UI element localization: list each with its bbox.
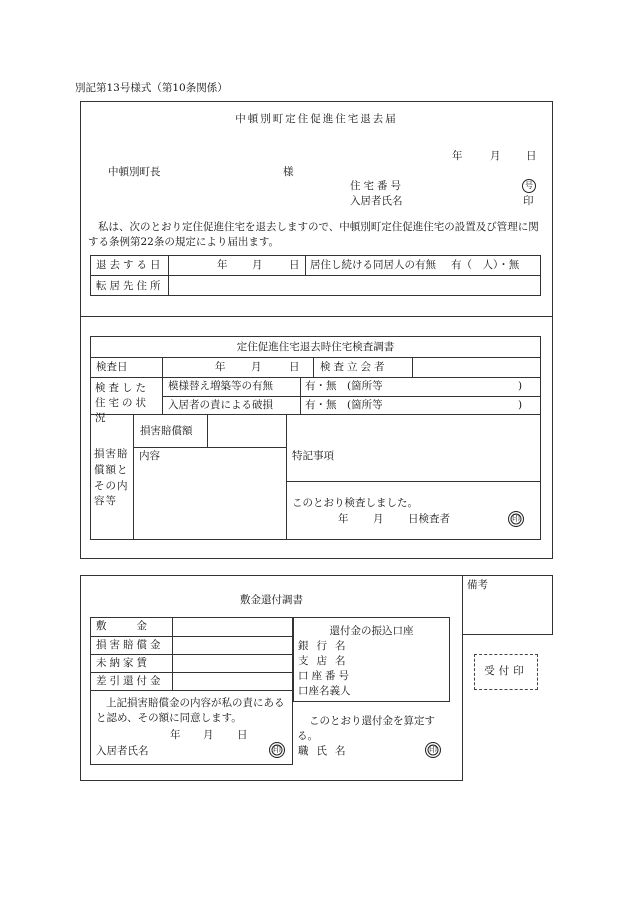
inspector-seal-icon: 印 (508, 511, 524, 527)
refund-resident-name-label: 入居者氏名 (96, 745, 149, 757)
branch-name-label: 支店名 (298, 655, 354, 667)
resident-seal-icon: 印 (269, 742, 285, 758)
new-address-label: 転居先住所 (96, 280, 164, 292)
inspection-sign-month: 月 (373, 513, 384, 525)
house-status-label: 検査した住宅の状況 (95, 382, 149, 425)
witness-label: 検査立会者 (320, 361, 388, 373)
remarks-label: 備考 (467, 579, 488, 591)
net-refund-label: 差引還付金 (96, 675, 164, 687)
inspection-sign-year: 年 (338, 513, 349, 525)
cohabitant-value[interactable]: 有（ 人）・無 (451, 259, 520, 271)
receipt-stamp-label: 受付印 (484, 665, 528, 677)
date-year: 年 (452, 150, 463, 162)
date-day: 日 (526, 150, 537, 162)
remodel-label: 模様替え増築等の有無 (168, 380, 273, 392)
remodel-close-paren: ) (518, 380, 523, 392)
consent-month: 月 (203, 729, 214, 741)
inspection-day: 日 (289, 361, 300, 373)
compensation-group-label: 損害賠償額とその内容等 (94, 448, 129, 508)
inspection-sign-day: 日検査者 (408, 513, 450, 525)
date-month: 月 (490, 150, 501, 162)
inspection-year: 年 (215, 361, 226, 373)
staff-seal-icon: 印 (425, 742, 441, 758)
house-number-label: 住宅番号 (350, 180, 404, 192)
inspected-statement: このとおり検査しました。 (292, 497, 418, 509)
damage-close-paren: ) (518, 399, 523, 411)
form-title: 中頓別町定住促進住宅退去届 (235, 113, 398, 125)
remodel-value[interactable]: 有・無 (箇所等 (305, 380, 383, 392)
staff-name-label: 職氏名 (298, 745, 354, 757)
account-holder-label: 口座名義人 (298, 685, 351, 697)
bank-account-header: 還付金の振込口座 (329, 625, 414, 637)
house-number-mark: 号 (522, 179, 536, 193)
bank-name-label: 銀行名 (298, 640, 354, 652)
consent-year: 年 (170, 729, 181, 741)
consent-day: 日 (237, 729, 248, 741)
inspection-title: 定住促進住宅退去時住宅検査調書 (236, 341, 395, 353)
leave-date-year: 年 (217, 259, 228, 271)
account-number-label: 口座番号 (298, 670, 352, 682)
unpaid-rent-label: 未納家賃 (96, 657, 150, 669)
resident-name-label: 入居者氏名 (350, 195, 403, 207)
leave-date-day: 日 (289, 259, 300, 271)
inspection-table (90, 336, 541, 540)
addressee: 中頓別町長 (108, 166, 161, 178)
damage-label: 入居者の責による破損 (168, 399, 273, 411)
refund-title: 敷金還付調書 (240, 594, 303, 606)
deposit-label: 敷 金 (96, 620, 150, 632)
inspection-month: 月 (251, 361, 262, 373)
seal-mark-icon: 印 (523, 195, 534, 207)
special-notes-label: 特記事項 (292, 450, 334, 462)
consent-text: 上記損害賠償金の内容が私の責にあると認め、その額に同意します。 (96, 697, 285, 725)
section-divider (80, 316, 553, 317)
compensation-amount-label: 損害賠償額 (140, 425, 193, 437)
withdrawal-statement: 私は、次のとおり定住促進住宅を退去しますので、中頓別町定住促進住宅の設置及び管理に関する条例第22条の規定により届出ます。 (88, 221, 539, 249)
honorific: 様 (283, 166, 294, 178)
inspection-date-label: 検査日 (96, 361, 128, 373)
cohabitant-label: 居住し続ける同居人の有無 (310, 259, 436, 271)
content-label: 内容 (139, 450, 160, 462)
damage-comp-label: 損害賠償金 (96, 639, 164, 651)
form-number-note: 別記第13号様式（第10条関係） (75, 82, 228, 94)
leave-date-label: 退去する日 (96, 259, 164, 271)
calculated-text: このとおり還付金を算定する。 (297, 715, 435, 743)
damage-value[interactable]: 有・無 (箇所等 (305, 399, 383, 411)
leave-date-month: 月 (252, 259, 263, 271)
